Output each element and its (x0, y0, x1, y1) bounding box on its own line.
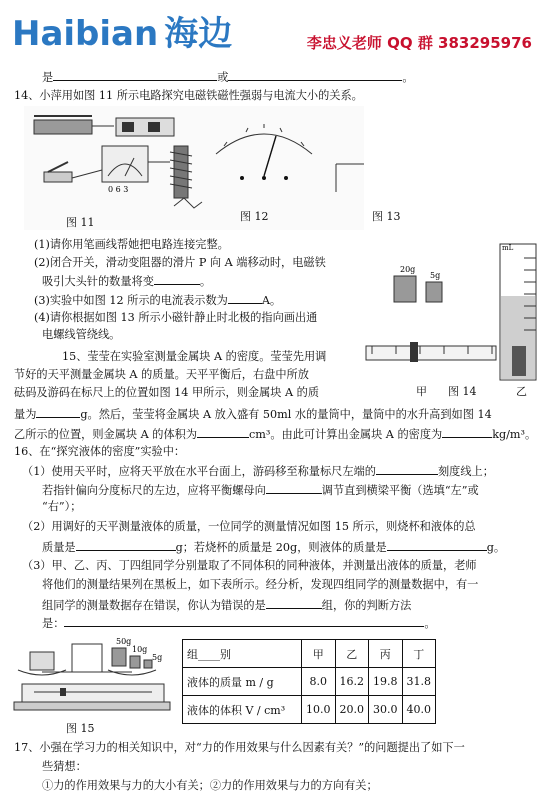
question-15-line2: 节好的天平测量金属块 A 的质量。天平平衡后，右盘中所放 (14, 368, 309, 381)
table-cell: 液体的体积 V / cm³ (183, 696, 302, 724)
figure-14-illustration (364, 236, 540, 384)
logo: Haibian 海边 (12, 14, 233, 54)
question-17-line3: ①力的作用效果与力的大小有关；②力的作用效果与力的方向有关； (42, 779, 378, 792)
table-header-cell: 甲 (302, 640, 336, 668)
table-header-row (183, 640, 436, 668)
figure-14-jia-label: 甲 (416, 385, 427, 398)
question-16-part-3b: 将他们的测量结果列在黑板上，如下表所示。经分析，发现四组同学的测量数据中，有一 (42, 578, 479, 591)
question-14-part-3: (3)实验中如图 12 所示的电流表示数为 A。 (34, 294, 282, 307)
svg-text:0 6 3: 0 6 3 (108, 185, 129, 194)
measurement-table (182, 639, 436, 724)
svg-text:20g: 20g (400, 265, 416, 274)
question-16-part-3c: 组同学的测量数据存在错误，你认为错误的是 组，你的判断方法 (42, 599, 412, 612)
table-cell: 19.8 (369, 668, 403, 696)
question-14-part-2-blank: 吸引大头针的数量将变 。 (42, 275, 212, 288)
question-14-part-4b: 电螺线管绕线。 (42, 328, 121, 341)
svg-text:5g: 5g (430, 271, 441, 280)
figure-15-illustration (12, 634, 172, 716)
question-15-line5: 乙所示的位置，则金属块 A 的体积为 cm³。由此可计算出金属块 A 的密度为 kg/m³。 (14, 428, 537, 441)
question-15: 15、莹莹在实验室测量金属块 A 的密度。莹莹先用调 (62, 350, 327, 363)
svg-text:50g: 50g (116, 637, 132, 646)
figure-12-caption: 图 12 (240, 210, 269, 223)
question-14-part-2: (2)闭合开关，滑动变阻器的滑片 P 向 A 端移动时，电磁铁 (34, 256, 326, 269)
figure-13-caption: 图 13 (372, 210, 401, 223)
question-16-part-3: （3）甲、乙、丙、丁四组同学分别量取了不同体积的同种液体，并测量出液体的质量，老师 (22, 559, 477, 572)
table-cell: 30.0 (369, 696, 403, 724)
svg-text:mL: mL (502, 244, 514, 252)
question-16-part-1: （1）使用天平时，应将天平放在水平台面上，游码移至称量标尺左端的 刻度线上； (22, 465, 494, 478)
figure-11-13-illustration (24, 106, 364, 230)
question-15-line4: 量为 g。然后，莹莹将金属块 A 放入盛有 50ml 水的量筒中，量筒中的水升高到如图 14 (14, 408, 492, 421)
figure-11-caption: 图 11 (66, 216, 95, 229)
question-14-part-1: (1)请你用笔画线帮她把电路连接完整。 (34, 238, 229, 251)
table-cell: 16.2 (335, 668, 369, 696)
table-cell: 31.8 (402, 668, 436, 696)
question-17-line2: 些猜想： (42, 760, 87, 773)
question-14: 14、小萍用如图 11 所示电路探究电磁铁磁性强弱与电流大小的关系。 (14, 89, 363, 102)
table-row (183, 696, 436, 724)
header (0, 0, 554, 62)
question-16-part-2: （2）用调好的天平测量液体的质量，一位同学的测量情况如图 15 所示，则烧杯和液体的总 (22, 520, 476, 533)
question-16-part-3d: 是： 。 (42, 617, 436, 630)
svg-text:5g: 5g (152, 653, 163, 662)
question-16-part-2b: 质量是 g；若烧杯的质量是 20g，则液体的质量是 g。 (42, 541, 506, 554)
svg-text:10g: 10g (132, 645, 148, 654)
table-cell: 10.0 (302, 696, 336, 724)
table-cell: 40.0 (402, 696, 436, 724)
teacher-qq-group: 李忠义老师 QQ 群 383295976 (306, 34, 532, 52)
table-header-group: 组____别 (183, 640, 302, 668)
table-header-cell: 丁 (402, 640, 436, 668)
question-16: 16、在“探究液体的密度”实验中： (14, 445, 186, 458)
figure-14-caption: 图 14 (448, 385, 477, 398)
question-16-part-1c: “右”）； (42, 500, 82, 513)
question-17: 17、小强在学习力的相关知识中，对“力的作用效果与什么因素有关？”的问题提出了如下一 (14, 741, 465, 754)
table-header-cell: 丙 (369, 640, 403, 668)
line-answer-blank: 是 或 。 (42, 71, 414, 84)
question-15-line3: 砝码及游码在标尺上的位置如图 14 甲所示，则金属块 A 的质 (14, 386, 320, 399)
figure-15-caption: 图 15 (66, 722, 95, 735)
table-cell: 8.0 (302, 668, 336, 696)
figure-14-yi-label: 乙 (516, 385, 527, 398)
table-cell: 液体的质量 m / g (183, 668, 302, 696)
table-cell: 20.0 (335, 696, 369, 724)
question-14-part-4: (4)请你根据如图 13 所示小磁针静止时北极的指向画出通 (34, 311, 318, 324)
table-row (183, 668, 436, 696)
question-16-part-1b: 若指针偏向分度标尺的左边，应将平衡螺母向 调节直到横梁平衡（选填“左”或 (42, 484, 479, 497)
table-header-cell: 乙 (335, 640, 369, 668)
